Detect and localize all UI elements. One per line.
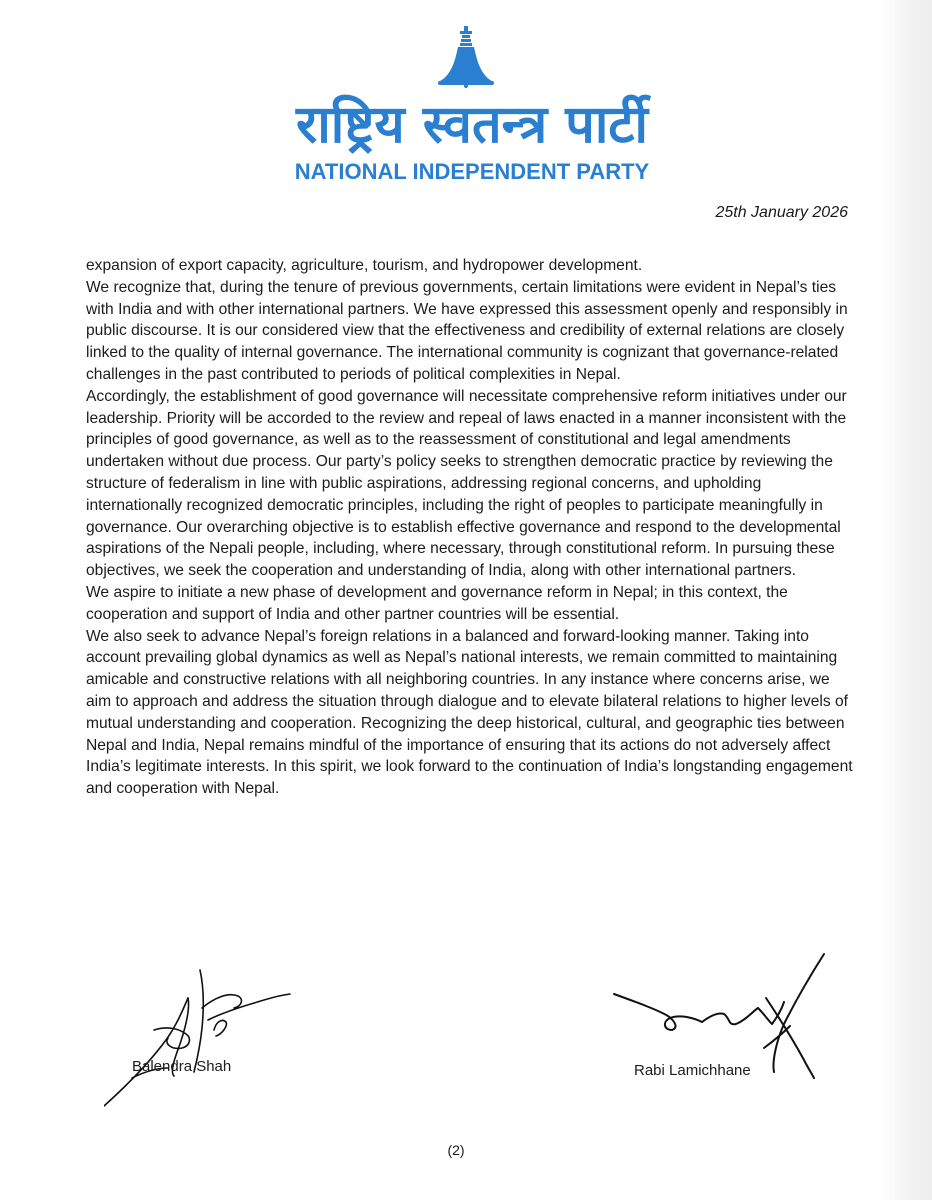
body-paragraph: We recognize that, during the tenure of previous governments, certain limitations were evident in Nepal’s ties with India and with other international partners. We have expressed this assessment openly and responsibly in public discourse. It is our considered view that the effectiveness and credibility of external relations are closely linked to the quality of internal governance. The international community is cognizant that governance-related challenges in the past contributed to periods of political complexities in Nepal. bbox=[86, 278, 848, 383]
body-paragraph: We aspire to initiate a new phase of development and governance reform in Nepal; in this context, the cooperation and support of India and other partner countries will be essential. bbox=[86, 583, 788, 623]
body-paragraph: expansion of export capacity, agriculture, tourism, and hydropower development. bbox=[86, 257, 643, 274]
body-paragraph: Accordingly, the establishment of good governance will necessitate comprehensive reform initiatives under our leadership. Priority will be accorded to the review and repeal of laws enacted in a manner inconsistent with the principles of good governance, as well as to the reassessment of constitutional and legal amendments undertaken without due process. Our party’s policy seeks to strengthen democratic practice by reviewing the structure of federalism in line with public aspirations, addressing regional concerns, and upholding internationally recognized democratic principles, including the right of peoples to participate meaningfully in governance. Our overarching objective is to establish effective governance and respond to the developmental aspirations of the Nepali people, including, where necessary, through constitutional reform. In pursuing these objectives, we seek the cooperation and understanding of India, along with other international partners. bbox=[86, 387, 847, 580]
party-name-english: NATIONAL INDEPENDENT PARTY bbox=[294, 159, 650, 184]
letter-body bbox=[86, 255, 858, 800]
letter-date: 25th January 2026 bbox=[715, 204, 848, 221]
handwritten-signature-icon bbox=[104, 968, 294, 1118]
party-name-devanagari: राष्ट्रिय स्वतन्त्र पार्टी bbox=[295, 95, 648, 155]
signatory-name-right: Rabi Lamichhane bbox=[634, 1062, 751, 1079]
page-number: (2) bbox=[447, 1142, 465, 1158]
letterhead bbox=[0, 26, 932, 186]
bell-icon bbox=[434, 26, 498, 88]
signatory-name-left: Balendra Shah bbox=[132, 1058, 232, 1075]
body-paragraph: We also seek to advance Nepal’s foreign relations in a balanced and forward-looking manner. Taking into account prevailing global dynamics as well as Nepal’s national interests, we remain committed to maintaining amicable and constructive relations with all neighboring countries. In any instance where concerns arise, we aim to approach and address the situation through dialogue and to elevate bilateral relations to higher levels of mutual understanding and cooperation. Recognizing the deep historical, cultural, and geographic ties between Nepal and India, Nepal remains mindful of the importance of ensuring that its actions do not adversely affect India’s legitimate interests. In this spirit, we look forward to the continuation of India’s longstanding engagement and cooperation with Nepal. bbox=[86, 627, 853, 798]
